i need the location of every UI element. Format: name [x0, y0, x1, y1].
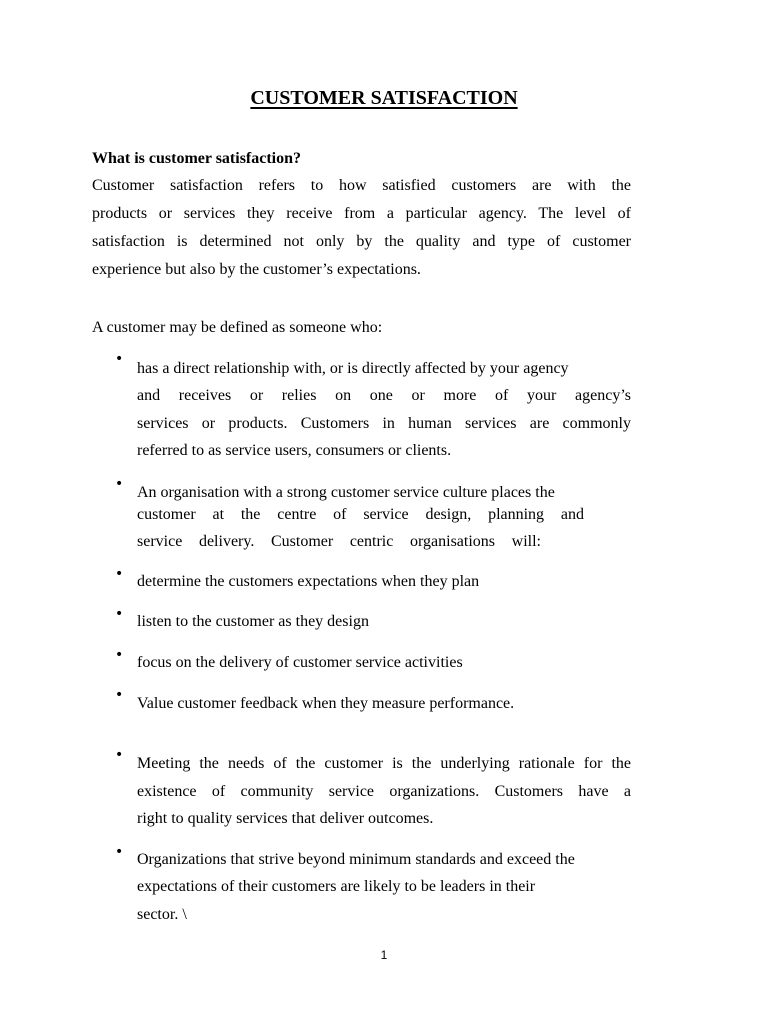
- bullet-line: focus on the delivery of customer service activities: [137, 654, 463, 671]
- bullet-line: Organizations that strive beyond minimum standards and exceed the: [137, 851, 575, 868]
- bullet-line: determine the customers expectations when they plan: [137, 573, 480, 590]
- document-title: CUSTOMER SATISFACTION: [250, 87, 518, 109]
- bullet-line: An organisation with a strong customer service culture places the: [137, 484, 555, 501]
- bullet-line: Meeting the needs of the customer is the underlying rationale for the: [137, 755, 631, 772]
- bullet-marker: •: [115, 476, 124, 492]
- bullet-marker: •: [115, 687, 124, 703]
- bullet-line: expectations of their customers are likely to be leaders in their: [137, 878, 536, 895]
- bullet-marker: •: [115, 606, 124, 622]
- bullet-line: listen to the customer as they design: [137, 613, 369, 630]
- bullet-marker: •: [115, 351, 124, 367]
- intro-line: satisfaction is determined not only by the quality and type of customer: [92, 233, 631, 250]
- bullet-marker: •: [115, 747, 124, 763]
- bullet-marker: •: [115, 566, 124, 582]
- bullet-line: right to quality services that deliver outcomes.: [137, 810, 434, 827]
- intro-line: products or services they receive from a particular agency. The level of: [92, 205, 631, 222]
- page-number: 1: [380, 948, 388, 962]
- bullet-line: customer at the centre of service design, planning and: [137, 506, 584, 523]
- intro-line: Customer satisfaction refers to how satisfied customers are with the: [92, 177, 631, 194]
- bullet-line: sector. \: [137, 906, 187, 923]
- bullet-line: and receives or relies on one or more of your agency’s: [137, 387, 631, 404]
- definition-lead: A customer may be defined as someone who:: [92, 319, 383, 336]
- bullet-line: existence of community service organizations. Customers have a: [137, 783, 631, 800]
- bullet-line: services or products. Customers in human services are commonly: [137, 415, 631, 432]
- bullet-line: Value customer feedback when they measure performance.: [137, 695, 515, 712]
- bullet-marker: •: [115, 647, 124, 663]
- bullet-line: service delivery. Customer centric organisations will:: [137, 533, 541, 550]
- intro-line: experience but also by the customer’s expectations.: [92, 261, 421, 278]
- bullet-line: has a direct relationship with, or is directly affected by your agency: [137, 360, 569, 377]
- bullet-line: referred to as service users, consumers or clients.: [137, 442, 452, 459]
- section-heading: What is customer satisfaction?: [92, 150, 302, 167]
- bullet-marker: •: [115, 844, 124, 860]
